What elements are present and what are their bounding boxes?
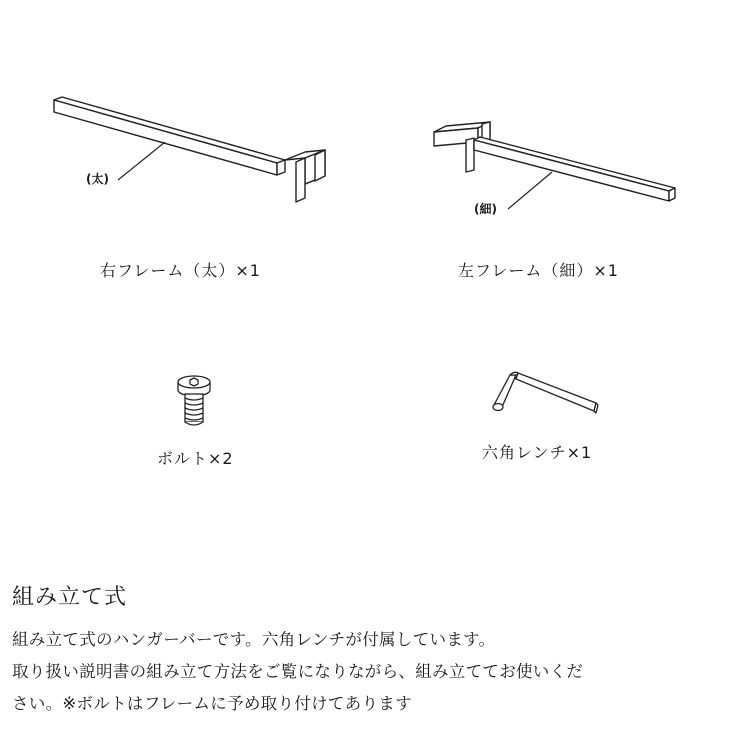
bolt-illustration <box>170 372 220 432</box>
right-frame-illustration <box>0 0 370 260</box>
left-frame-thin-label: (細) <box>474 202 497 216</box>
hex-wrench-illustration <box>480 365 610 425</box>
assembly-line-3: さい。※ボルトはフレームに予め取り付けてあります <box>12 694 412 713</box>
right-frame-caption: 右フレーム（太）×1 <box>100 261 261 280</box>
right-frame-thick-label: (太) <box>86 172 109 186</box>
bolt-drawing <box>170 372 220 432</box>
assembly-line-2: 取り扱い説明書の組み立て方法をご覧になりながら、組み立ててお使いくだ <box>12 662 584 681</box>
left-frame-drawing <box>370 0 740 260</box>
bolt-caption: ボルト×2 <box>157 449 234 468</box>
assembly-title: 組み立て式 <box>12 585 128 610</box>
hex-wrench-caption: 六角レンチ×1 <box>482 443 593 462</box>
left-frame-caption: 左フレーム（細）×1 <box>458 261 619 280</box>
right-frame-drawing <box>0 0 370 260</box>
assembly-line-1: 組み立て式のハンガーバーです。六角レンチが付属しています。 <box>12 630 496 649</box>
hex-wrench-drawing <box>480 365 610 425</box>
left-frame-illustration <box>370 0 740 260</box>
